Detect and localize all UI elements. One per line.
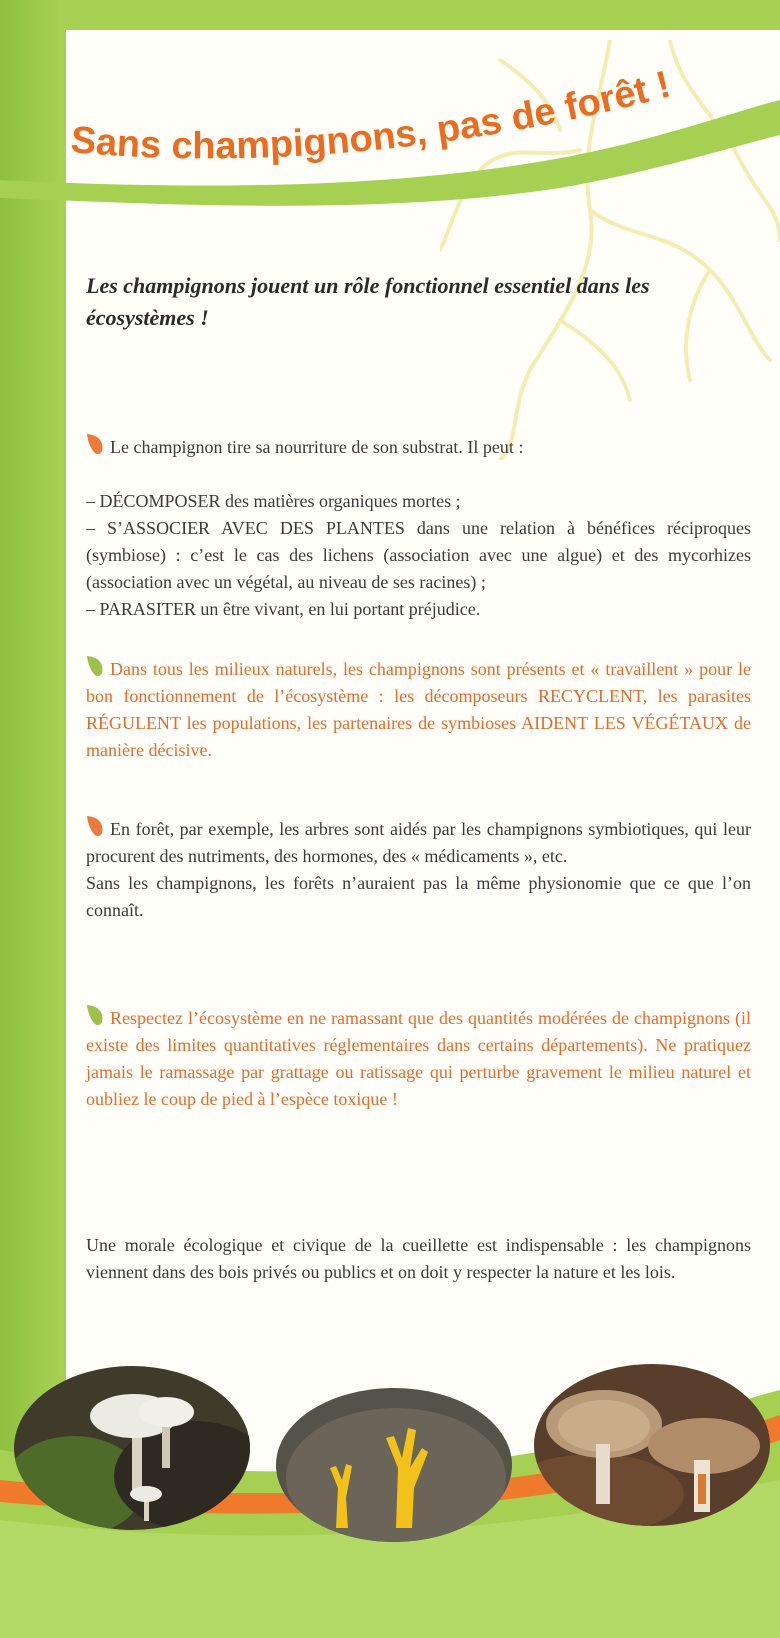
leaf-icon-green (86, 1004, 104, 1026)
intro-item-decomposer: – DÉCOMPOSER des matières organiques mortes ; (86, 491, 461, 511)
foret-text-2: Sans les champignons, les forêts n’auraient pas la même physionomie que ce que l’on connaît. (86, 873, 751, 920)
respect-section (86, 1004, 751, 1113)
intro-lead-line (86, 433, 751, 461)
photo-white-mushrooms (14, 1366, 250, 1530)
morale-section (86, 1232, 751, 1286)
intro-item-associer: – S’ASSOCIER AVEC DES PLANTES dans une relation à bénéfices réciproques (symbiose) : c’est le cas des lichens (association avec une algue) et des mycorhizes (association avec un végétal, au niveau de ses racines) ; (86, 518, 751, 592)
milieux-section (86, 655, 751, 764)
photo-parasol-mushrooms (534, 1364, 770, 1526)
title-banner (0, 40, 780, 210)
page-title: Sans champignons, pas de forêt ! (69, 63, 675, 168)
intro-section (86, 433, 751, 623)
leaf-icon-orange (86, 433, 104, 455)
leaf-icon-green (86, 655, 104, 677)
foret-section (86, 815, 751, 924)
milieux-text: Dans tous les milieux naturels, les champignons sont présents et « travaillent » pour le bon fonctionnement de l’écosystème : les décomposeurs RECYCLENT, les parasites RÉGULENT les populations, les partenaires de symbioses AIDENT LES VÉGÉTAUX de manière décisive. (86, 659, 751, 760)
intro-item-parasiter: – PARASITER un être vivant, en lui portant préjudice. (86, 599, 481, 619)
foret-text-1: En forêt, par exemple, les arbres sont aidés par les champignons symbiotiques, qui leur procurent des nutriments, des hormones, des « médicaments », etc. (86, 819, 751, 866)
respect-text: Respectez l’écosystème en ne ramassant que des quantités modérées de champignons (il existe des limites quantitatives réglementaires dans certains départements). Ne pratiquez jamais le ramassage par grattage ou ratissage qui perturbe gravement le milieu naturel et oubliez le coup de pied à l’espèce toxique ! (86, 1008, 751, 1109)
photo-yellow-coral-fungus (276, 1388, 512, 1542)
subtitle: Les champignons jouent un rôle fonctionnel essentiel dans les écosystèmes ! (86, 273, 650, 330)
morale-text: Une morale écologique et civique de la cueillette est indispensable : les champignons viennent dans des bois privés ou publics et on doit y respecter la nature et les lois. (86, 1235, 751, 1282)
foret-paragraph-1 (86, 815, 751, 870)
intro-lead: Le champignon tire sa nourriture de son substrat. Il peut : (110, 437, 524, 457)
leaf-icon-orange (86, 815, 104, 837)
